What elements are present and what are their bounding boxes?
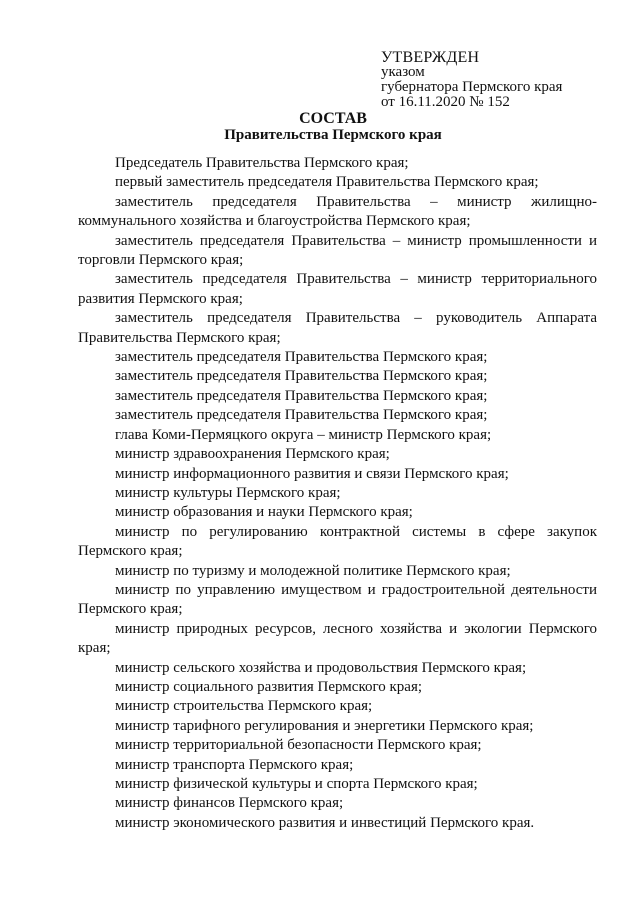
list-item: министр культуры Пермского края; [115,484,341,501]
approval-stamp [381,50,562,110]
list-item: Председатель Правительства Пермского края; [115,155,409,171]
approval-line-date: от 16.11.2020 № 152 [381,94,510,110]
list-item: министр по туризму и молодежной политике Пермского края; [115,562,511,579]
list-item: министр тарифного регулирования и энергетики Пермского края; [115,717,534,734]
list-item: заместитель председателя Правительства – руководитель Аппарата Правительства Пермского края; [78,310,597,346]
list-item: заместитель председателя Правительства – министр промышленности и торговли Пермского края; [78,232,597,269]
title-government: Правительства Пермского края [224,127,442,143]
list-item: заместитель председателя Правительства – министр жилищно-коммунального хозяйства и благоустройства Пермского края; [78,193,597,230]
list-item: министр сельского хозяйства и продовольствия Пермского края; [115,659,527,676]
approval-line-governor: губернатора Пермского края [381,79,563,95]
list-item: министр по управлению имуществом и градостроительной деятельности Пермского края; [78,581,597,618]
list-item: министр физической культуры и спорта Пермского края; [115,776,478,792]
list-item: министр природных ресурсов, лесного хозяйства и экологии Пермского края; [78,620,597,657]
list-item: глава Коми-Пермяцкого округа – министр Пермского края; [115,426,492,443]
approved-heading: УТВЕРЖДЕН [381,49,480,66]
list-item: министр информационного развития и связи Пермского края; [115,465,509,482]
members-list [78,154,597,833]
list-item: министр социального развития Пермского края; [115,678,423,695]
list-item: министр строительства Пермского края; [115,698,373,715]
list-item: заместитель председателя Правительства – министр территориального развития Пермского края; [78,271,597,307]
list-item: заместитель председателя Правительства Пермского края; [115,407,488,424]
list-item: заместитель председателя Правительства Пермского края; [115,387,488,404]
list-item: министр образования и науки Пермского края; [115,504,413,521]
list-item: заместитель председателя Правительства Пермского края; [115,368,488,385]
list-item: заместитель председателя Правительства Пермского края; [115,349,488,366]
document-title [0,111,640,144]
list-item: министр территориальной безопасности Пермского края; [115,737,482,754]
list-item: министр здравоохранения Пермского края; [115,446,390,463]
approval-line-decree: указом [381,64,425,80]
list-item: первый заместитель председателя Правительства Пермского края; [115,174,539,191]
list-item: министр экономического развития и инвестиций Пермского края. [115,814,535,831]
list-item: министр по регулированию контрактной системы в сфере закупок Пермского края; [78,523,597,560]
list-item: министр финансов Пермского края; [115,795,344,812]
list-item: министр транспорта Пермского края; [115,756,354,773]
title-composition: СОСТАВ [299,110,367,127]
